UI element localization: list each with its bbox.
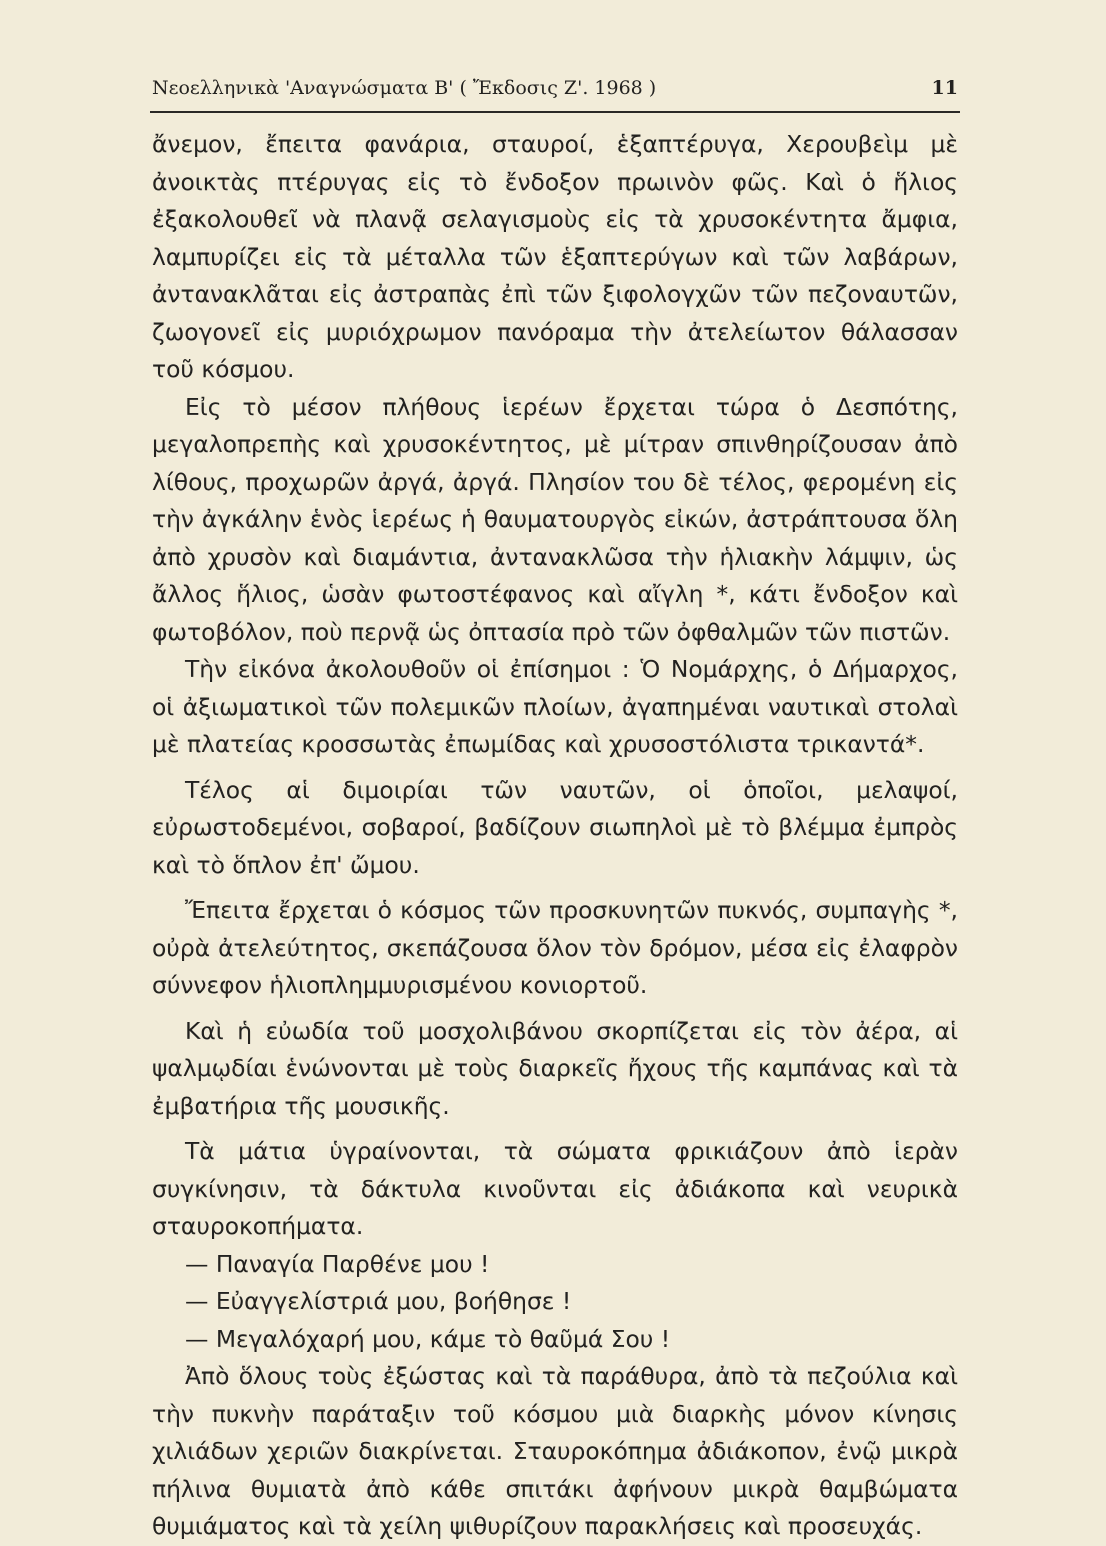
header-rule [150,111,960,113]
running-title: Νεοελληνικὰ 'Αναγνώσματα Β' ( Ἔκδοσις Ζ'. 1968 ) [152,77,657,99]
dialogue-line-1: — Παναγία Παρθένε μου ! [185,1249,490,1278]
body-text [152,126,958,1546]
paragraph-7: Τὰ μάτια ὑγραίνονται, τὰ σώματα φρικιάζουν ἀπὸ ἱερὰν συγκίνησιν, τὰ δάκτυλα κινοῦνται εἰς ἀδιάκοπα καὶ νευρικὰ σταυροκοπήματα. [152,1137,958,1240]
paragraph-5: Ἔπειτα ἔρχεται ὁ κόσμος τῶν προσκυνητῶν πυκνός, συμπαγὴς *, οὐρὰ ἀτελεύτητος, σκεπάζουσα ὅλον τὸν δρόμον, μέσα εἰς ἐλαφρὸν σύννεφον ἡλιοπλημμυρισμένου κονιορτοῦ. [152,896,958,999]
paragraph-6: Καὶ ἡ εὐωδία τοῦ μοσχολιβάνου σκορπίζεται εἰς τὸν ἀέρα, αἱ ψαλμῳδίαι ἑνώνονται μὲ τοὺς διαρκεῖς ἤχους τῆς καμπάνας καὶ τὰ ἐμβατήρια τῆς μουσικῆς. [152,1016,958,1120]
paragraph-4: Τέλος αἱ διμοιρίαι τῶν ναυτῶν, οἱ ὁποῖοι, μελαψοί, εὐρωστοδεμένοι, σοβαροί, βαδίζουν σιωπηλοὶ μὲ τὸ βλέμμα ἐμπρὸς καὶ τὸ ὅπλον ἐπ' ὤμου. [152,775,958,879]
dialogue-line-3: — Μεγαλόχαρή μου, κάμε τὸ θαῦμά Σου ! [185,1324,671,1353]
paragraph-2: Εἰς τὸ μέσον πλήθους ἱερέων ἔρχεται τώρα ὁ Δεσπότης, μεγαλοπρεπὴς καὶ χρυσοκέντητος, μὲ μίτραν σπινθηρίζουσαν ἀπὸ λίθους, προχωρῶν ἀργά, ἀργά. Πλησίον του δὲ τέλος, φερομένη εἰς τὴν ἀγκάλην ἑνὸς ἱερέως ἡ θαυματουργὸς εἰκών, ἀστράπτουσα ὅλη ἀπὸ χρυσὸν καὶ διαμάντια, ἀντανακλῶσα τὴν ἡλιακὴν λάμψιν, ὡς ἄλλος ἥλιος, ὡσὰν φωτοστέφανος καὶ αἴγλη *, κάτι ἔνδοξον καὶ φωτοβόλον, ποὺ περνᾷ ὡς ὀπτασία πρὸ τῶν ὀφθαλμῶν τῶν πιστῶν. [152,392,958,646]
dialogue-line-2: — Εὐαγγελίστριά μου, βοήθησε ! [185,1287,572,1315]
closing-paragraph: Ἀπὸ ὅλους τοὺς ἐξώστας καὶ τὰ παράθυρα, ἀπὸ τὰ πεζούλια καὶ τὴν πυκνὴν παράταξιν τοῦ κόσμου μιὰ διαρκὴς μόνον κίνησις χιλιάδων χεριῶν διακρίνεται. Σταυροκόπημα ἀδιάκοπον, ἐνῷ μικρὰ πήλινα θυμιατὰ ἀπὸ κάθε σπιτάκι ἀφήνουν μικρὰ θαμβώματα θυμιάματος καὶ τὰ χείλη ψιθυρίζουν παρακλήσεις καὶ προσευχάς. [152,1362,958,1540]
page-number: 11 [931,77,958,99]
paragraph-3: Τὴν εἰκόνα ἀκολουθοῦν οἱ ἐπίσημοι : Ὁ Νομάρχης, ὁ Δήμαρχος, οἱ ἀξιωματικοὶ τῶν πολεμικῶν πλοίων, ἀγαπημέναι ναυτικαὶ στολαὶ μὲ πλατείας κροσσωτὰς ἐπωμίδας καὶ χρυσοστόλιστα τρικαντά*. [152,655,958,758]
paragraph-1: ἄνεμον, ἔπειτα φανάρια, σταυροί, ἑξαπτέρυγα, Χερουβεὶμ μὲ ἀνοικτὰς πτέρυγας εἰς τὸ ἔνδοξον πρωινὸν φῶς. Καὶ ὁ ἥλιος ἐξακολουθεῖ νὰ πλανᾷ σελαγισμοὺς εἰς τὰ χρυσοκέντητα ἄμφια, λαμπυρίζει εἰς τὰ μέταλλα τῶν ἑξαπτερύγων καὶ τῶν λαβάρων, ἀντανακλᾶται εἰς ἀστραπὰς ἐπὶ τῶν ξιφολογχῶν τῶν πεζοναυτῶν, ζωογονεῖ εἰς μυριόχρωμον πανόραμα τὴν ἀτελείωτον θάλασσαν τοῦ κόσμου. [152,130,958,383]
page-header [152,72,958,104]
